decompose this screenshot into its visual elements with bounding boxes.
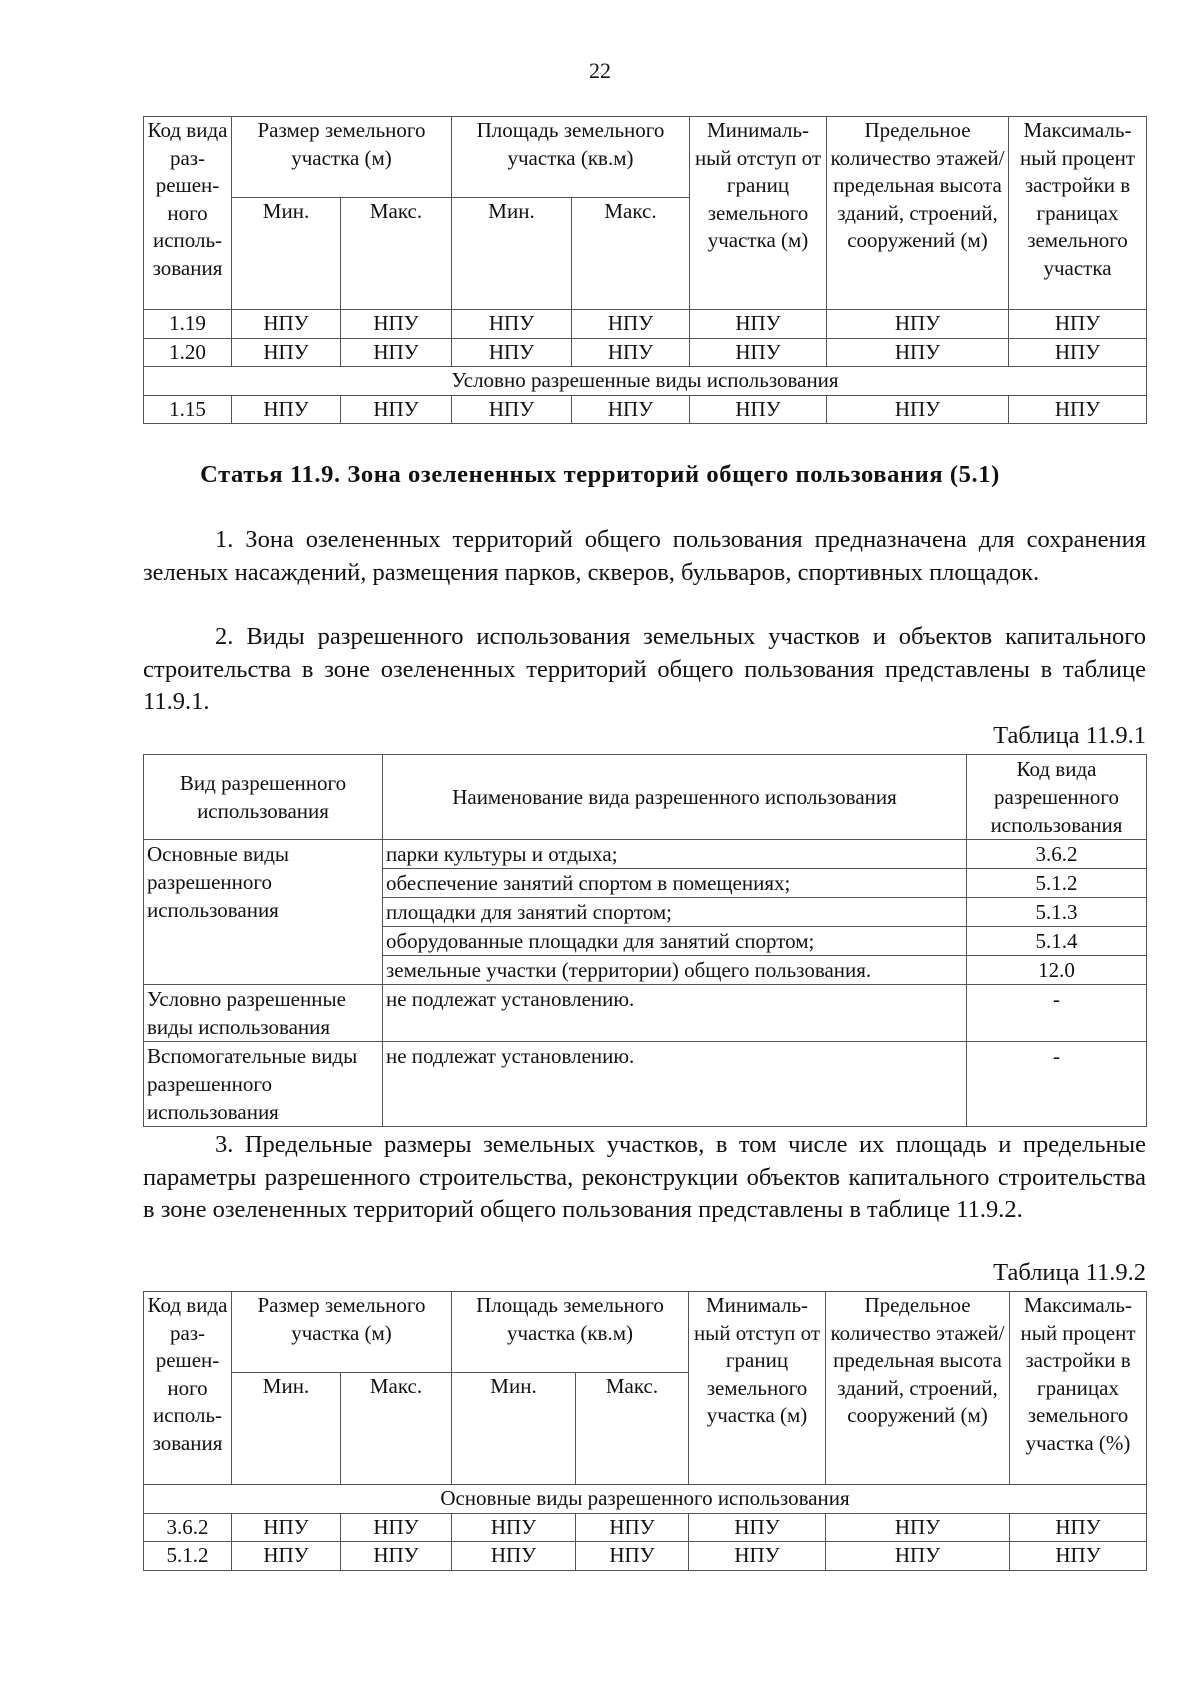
row-code: 1.20 bbox=[144, 338, 232, 367]
group-kind: Вспомогательные виды разрешенного использования bbox=[144, 1042, 383, 1127]
table-row bbox=[144, 840, 1147, 869]
cell-value: НПУ bbox=[232, 338, 341, 367]
use-name: земельные участки (территории) общего пользования. bbox=[383, 956, 967, 985]
header-size: Размер земельного участка (м) bbox=[232, 1292, 452, 1373]
section-row bbox=[144, 367, 1147, 396]
cell-value: НПУ bbox=[232, 1542, 341, 1571]
table-row bbox=[144, 395, 1147, 424]
use-code: 5.1.3 bbox=[967, 898, 1147, 927]
header-size-max: Макс. bbox=[341, 1373, 452, 1485]
table-row bbox=[144, 338, 1147, 367]
cell-value: НПУ bbox=[452, 310, 572, 339]
cell-value: НПУ bbox=[827, 338, 1009, 367]
cell-value: НПУ bbox=[341, 338, 452, 367]
table-caption-11-9-2: Таблица 11.9.2 bbox=[993, 1259, 1146, 1286]
row-code: 1.15 bbox=[144, 395, 232, 424]
header-area-max: Макс. bbox=[576, 1373, 689, 1485]
cell-value: НПУ bbox=[689, 1542, 826, 1571]
header-area-min: Мин. bbox=[452, 198, 572, 310]
header-size-max: Макс. bbox=[341, 198, 452, 310]
use-name: площадки для занятий спортом; bbox=[383, 898, 967, 927]
header-coverage: Максималь-ный процент застройки в границах земельного участка (%) bbox=[1010, 1292, 1147, 1485]
cell-value: НПУ bbox=[826, 1513, 1010, 1542]
header-setback: Минималь-ный отступ от границ земельного участка (м) bbox=[690, 117, 827, 310]
cell-value: НПУ bbox=[341, 1513, 452, 1542]
header-area: Площадь земельного участка (кв.м) bbox=[452, 1292, 689, 1373]
cell-value: НПУ bbox=[1010, 1513, 1147, 1542]
cell-value: НПУ bbox=[690, 395, 827, 424]
header-size-min: Мин. bbox=[232, 1373, 341, 1485]
group-kind: Условно разрешенные виды использования bbox=[144, 985, 383, 1042]
use-code: - bbox=[967, 1042, 1147, 1127]
cell-value: НПУ bbox=[452, 395, 572, 424]
cell-value: НПУ bbox=[572, 395, 690, 424]
use-code: - bbox=[967, 985, 1147, 1042]
table-row bbox=[144, 985, 1147, 1042]
header-area: Площадь земельного участка (кв.м) bbox=[452, 117, 690, 198]
table-header-row bbox=[144, 755, 1147, 840]
header-area-min: Мин. bbox=[452, 1373, 576, 1485]
table-row bbox=[144, 310, 1147, 339]
paragraph-2: 2. Виды разрешенного использования земельных участков и объектов капитального строительства в зоне озелененных территорий общего пользования представлены в таблице 11.9.1. bbox=[143, 623, 1146, 715]
header-code: Код вида разрешенного использования bbox=[967, 755, 1147, 840]
cell-value: НПУ bbox=[826, 1542, 1010, 1571]
cell-value: НПУ bbox=[1010, 1542, 1147, 1571]
cell-value: НПУ bbox=[690, 310, 827, 339]
cell-value: НПУ bbox=[689, 1513, 826, 1542]
header-setback: Минималь-ный отступ от границ земельного участка (м) bbox=[689, 1292, 826, 1485]
cell-value: НПУ bbox=[232, 1513, 341, 1542]
table-11-9-2 bbox=[143, 1291, 1147, 1571]
header-size-min: Мин. bbox=[232, 198, 341, 310]
cell-value: НПУ bbox=[341, 310, 452, 339]
header-code: Код вида раз-решен-ного исполь-зования bbox=[144, 117, 232, 310]
page-number: 22 bbox=[589, 58, 611, 83]
header-size: Размер земельного участка (м) bbox=[232, 117, 452, 198]
use-name: обеспечение занятий спортом в помещениях; bbox=[383, 869, 967, 898]
use-name: оборудованные площадки для занятий спортом; bbox=[383, 927, 967, 956]
row-code: 5.1.2 bbox=[144, 1542, 232, 1571]
use-name: не подлежат установлению. bbox=[383, 1042, 967, 1127]
cell-value: НПУ bbox=[341, 395, 452, 424]
header-floors: Предельное количество этажей/ предельная высота зданий, строений, сооружений (м) bbox=[826, 1292, 1010, 1485]
cell-value: НПУ bbox=[572, 310, 690, 339]
table-row bbox=[144, 1513, 1147, 1542]
cell-value: НПУ bbox=[452, 338, 572, 367]
cell-value: НПУ bbox=[341, 1542, 452, 1571]
cell-value: НПУ bbox=[576, 1513, 689, 1542]
cell-value: НПУ bbox=[1009, 395, 1147, 424]
cell-value: НПУ bbox=[827, 395, 1009, 424]
cell-value: НПУ bbox=[232, 395, 341, 424]
header-floors: Предельное количество этажей/ предельная высота зданий, строений, сооружений (м) bbox=[827, 117, 1009, 310]
header-coverage: Максималь-ный процент застройки в границах земельного участка bbox=[1009, 117, 1147, 310]
cell-value: НПУ bbox=[572, 338, 690, 367]
cell-value: НПУ bbox=[827, 310, 1009, 339]
article-heading: Статья 11.9. Зона озелененных территорий общего пользования (5.1) bbox=[200, 461, 1000, 488]
section-row bbox=[144, 1485, 1147, 1514]
params-table-continued bbox=[143, 116, 1147, 424]
header-name: Наименование вида разрешенного использования bbox=[383, 755, 967, 840]
use-code: 12.0 bbox=[967, 956, 1147, 985]
use-name: парки культуры и отдыха; bbox=[383, 840, 967, 869]
group-kind: Основные виды разрешенного использования bbox=[144, 840, 383, 985]
header-kind: Вид разрешенного использования bbox=[144, 755, 383, 840]
cell-value: НПУ bbox=[576, 1542, 689, 1571]
table-11-9-1 bbox=[143, 754, 1147, 1127]
use-name: не подлежат установлению. bbox=[383, 985, 967, 1042]
use-code: 5.1.4 bbox=[967, 927, 1147, 956]
cell-value: НПУ bbox=[1009, 338, 1147, 367]
cell-value: НПУ bbox=[690, 338, 827, 367]
table-row bbox=[144, 1042, 1147, 1127]
row-code: 3.6.2 bbox=[144, 1513, 232, 1542]
cell-value: НПУ bbox=[232, 310, 341, 339]
header-area-max: Макс. bbox=[572, 198, 690, 310]
paragraph-3: 3. Предельные размеры земельных участков, в том числе их площадь и предельные параметры разрешенного строительства, реконструкции объектов капитального строительства в зоне озелененных территорий общего пользования представлены в таблице 11.9.2. bbox=[143, 1131, 1146, 1223]
cell-value: НПУ bbox=[452, 1542, 576, 1571]
table-row bbox=[144, 1542, 1147, 1571]
section-title: Условно разрешенные виды использования bbox=[144, 367, 1147, 396]
table-caption-11-9-1: Таблица 11.9.1 bbox=[993, 722, 1146, 749]
cell-value: НПУ bbox=[452, 1513, 576, 1542]
section-title: Основные виды разрешенного использования bbox=[144, 1485, 1147, 1514]
use-code: 3.6.2 bbox=[967, 840, 1147, 869]
header-code: Код вида раз-решен-ного исполь-зования bbox=[144, 1292, 232, 1485]
row-code: 1.19 bbox=[144, 310, 232, 339]
use-code: 5.1.2 bbox=[967, 869, 1147, 898]
paragraph-1: 1. Зона озелененных территорий общего пользования предназначена для сохранения зеленых насаждений, размещения парков, скверов, бульваров, спортивных площадок. bbox=[143, 526, 1146, 586]
cell-value: НПУ bbox=[1009, 310, 1147, 339]
